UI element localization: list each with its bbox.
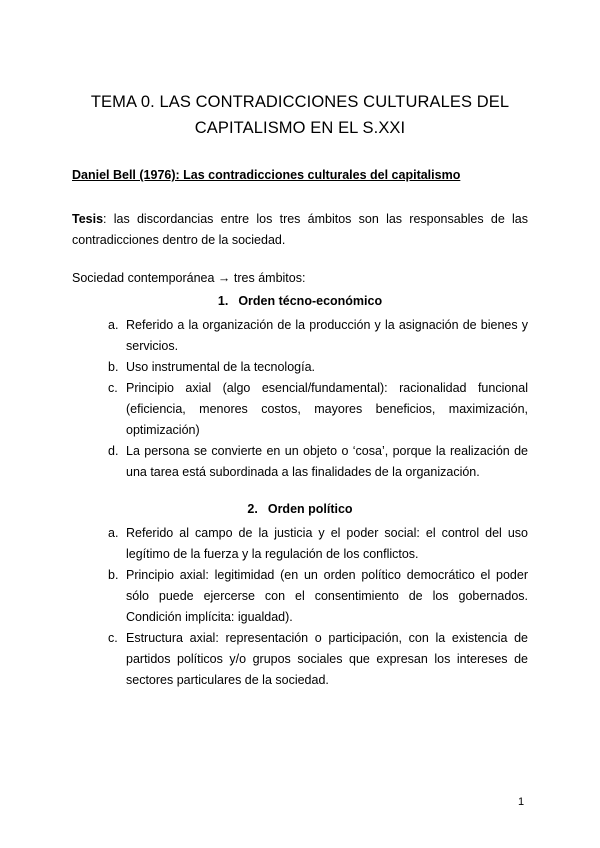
list-item [108,315,528,357]
section-heading-1 [72,294,528,308]
list-item-text: Estructura axial: representación o participación, con la existencia de partidos políticos y/o grupos sociales que expresan los intereses de sectores particulares de la sociedad. [126,631,528,687]
society-line: Sociedad contemporánea → tres ámbitos: [72,271,306,285]
list-marker: c. [108,381,118,395]
thesis-text: : las discordancias entre los tres ámbitos son las responsables de las contradicciones dentro de la sociedad. [72,212,528,247]
reference-subtitle: Daniel Bell (1976): Las contradicciones culturales del capitalismo [72,168,461,182]
section-title: Orden técno-económico [238,294,383,308]
list-item-text: La persona se convierte en un objeto o ‘cosa’, porque la realización de una tarea está subordinada a las finalidades de la organización. [126,444,528,479]
list-item-text: Uso instrumental de la tecnología. [126,360,315,374]
list-marker: b. [108,568,119,582]
list-item [108,378,528,441]
list-item-text: Referido a la organización de la producción y la asignación de bienes y servicios. [126,318,528,353]
list-item-text: Referido al campo de la justicia y el poder social: el control del uso legítimo de la fuerza y la regulación de los conflictos. [126,526,528,561]
list-item-text: Principio axial (algo esencial/fundamental): racionalidad funcional (eficiencia, menores costos, mayores beneficios, maximización, optimización) [126,381,528,437]
thesis-paragraph [72,209,528,251]
page-number: 1 [518,796,525,808]
section-heading-2 [72,502,528,516]
section-1-list [108,315,528,483]
list-item [108,441,528,483]
list-marker: c. [108,631,118,645]
title-line-1: TEMA 0. LAS CONTRADICCIONES CULTURALES DEL [90,93,510,111]
section-number: 2. [247,502,258,516]
section-number: 1. [217,294,229,308]
list-item [108,628,528,691]
list-item [108,357,528,378]
list-marker: b. [108,360,119,374]
list-item [108,565,528,628]
list-item-text: Principio axial: legitimidad (en un orden político democrático el poder sólo puede ejercerse con el consentimiento de los gobernados. Condición implícita: igualdad). [126,568,528,624]
page-title [72,89,528,141]
list-marker: a. [108,318,119,332]
list-marker: d. [108,444,119,458]
thesis-label: Tesis [72,212,104,226]
list-marker: a. [108,526,119,540]
title-line-2: CAPITALISMO EN EL S.XXI [194,119,406,137]
list-item [108,523,528,565]
section-2-list [108,523,528,691]
section-title: Orden político [267,502,353,516]
